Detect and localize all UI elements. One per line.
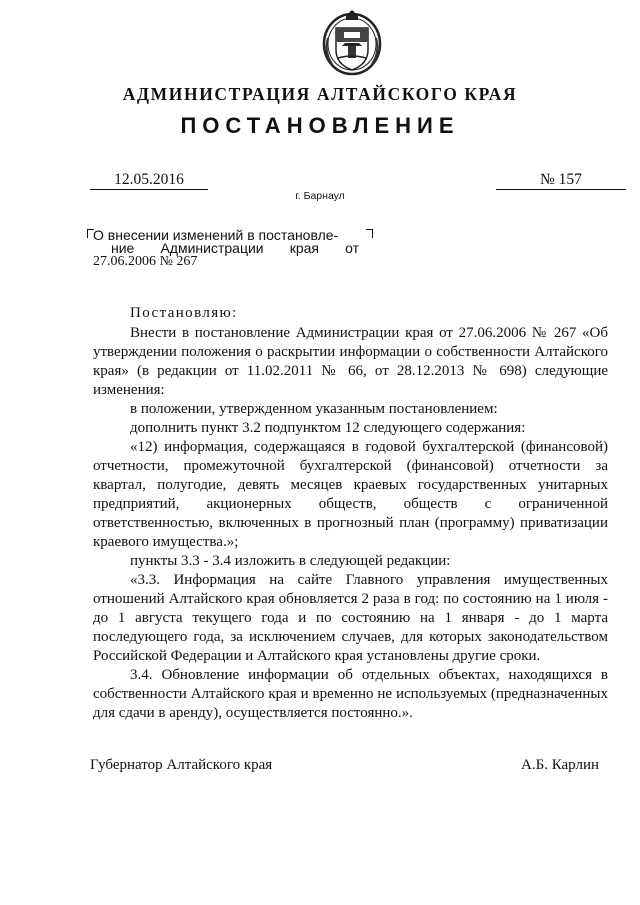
subject-word: Администрации xyxy=(160,240,264,256)
body-paragraph: пункты 3.3 - 3.4 изложить в следующей редакции: xyxy=(130,553,451,569)
signatory-name: А.Б. Карлин xyxy=(521,757,600,773)
subject-line-3: 27.06.2006 № 267 xyxy=(93,254,198,269)
organization-title: АДМИНИСТРАЦИЯ АЛТАЙСКОГО КРАЯ xyxy=(122,84,518,104)
document-number-value: № 157 xyxy=(540,171,582,188)
body-paragraph: «12) информация, содержащаяся в годовой бухгалтерской (финансовой) отчетности, промежуточной бухгалтерской (финансовой) отчетности за квартал, полугодие, девять месяцев краевых государственных унитарных предприятий, акционерных обществ, обществ с ограниченной ответственностью, включенных в прогнозный план (программу) приватизации краевого имущества.»; xyxy=(93,439,608,550)
document-body xyxy=(93,324,608,723)
subject-word: края xyxy=(289,240,319,256)
coat-of-arms-icon xyxy=(318,8,386,78)
subject-word: ние xyxy=(111,240,135,256)
body-paragraph: «3.3. Информация на сайте Главного управления имущественных отношений Алтайского края обновляется 2 раза в год: по состоянию на 1 июля - до 1 августа текущего года и по состоянию на 1 января - до 1 марта последующего года, за исключением случаев, для которых законодательством Российской Федерации и Алтайского края установлены другие сроки. xyxy=(93,572,608,664)
subject-line-1: О внесении изменений в постановле- xyxy=(93,227,339,243)
subject-bracket-right xyxy=(366,229,373,238)
body-paragraph: 3.4. Обновление информации об отдельных объектах, находящихся в собственности Алтайского края и временно не используемых (предназначенных для сдачи в аренду), осуществляется постоянно.». xyxy=(93,667,608,721)
body-paragraph: Внести в постановление Администрации края от 27.06.2006 № 267 «Об утверждении положения о раскрытии информации о собственности Алтайского края» (в редакции от 11.02.2011 № 66, от 28.12.2013 № 698) следующие изменения: xyxy=(93,325,608,398)
decree-word: Постановляю: xyxy=(130,305,238,321)
subject-word: от xyxy=(345,240,359,256)
document-subject xyxy=(93,229,359,268)
document-city: г. Барнаул xyxy=(295,190,345,202)
signatory-position: Губернатор Алтайского края xyxy=(90,757,273,773)
document-date: 12.05.2016 xyxy=(90,171,208,190)
document-type: ПОСТАНОВЛЕНИЕ xyxy=(180,113,460,138)
body-paragraph: в положении, утвержденном указанным постановлением: xyxy=(130,401,498,417)
body-paragraph: дополнить пункт 3.2 подпунктом 12 следующего содержания: xyxy=(130,420,526,436)
document-number xyxy=(496,171,626,190)
